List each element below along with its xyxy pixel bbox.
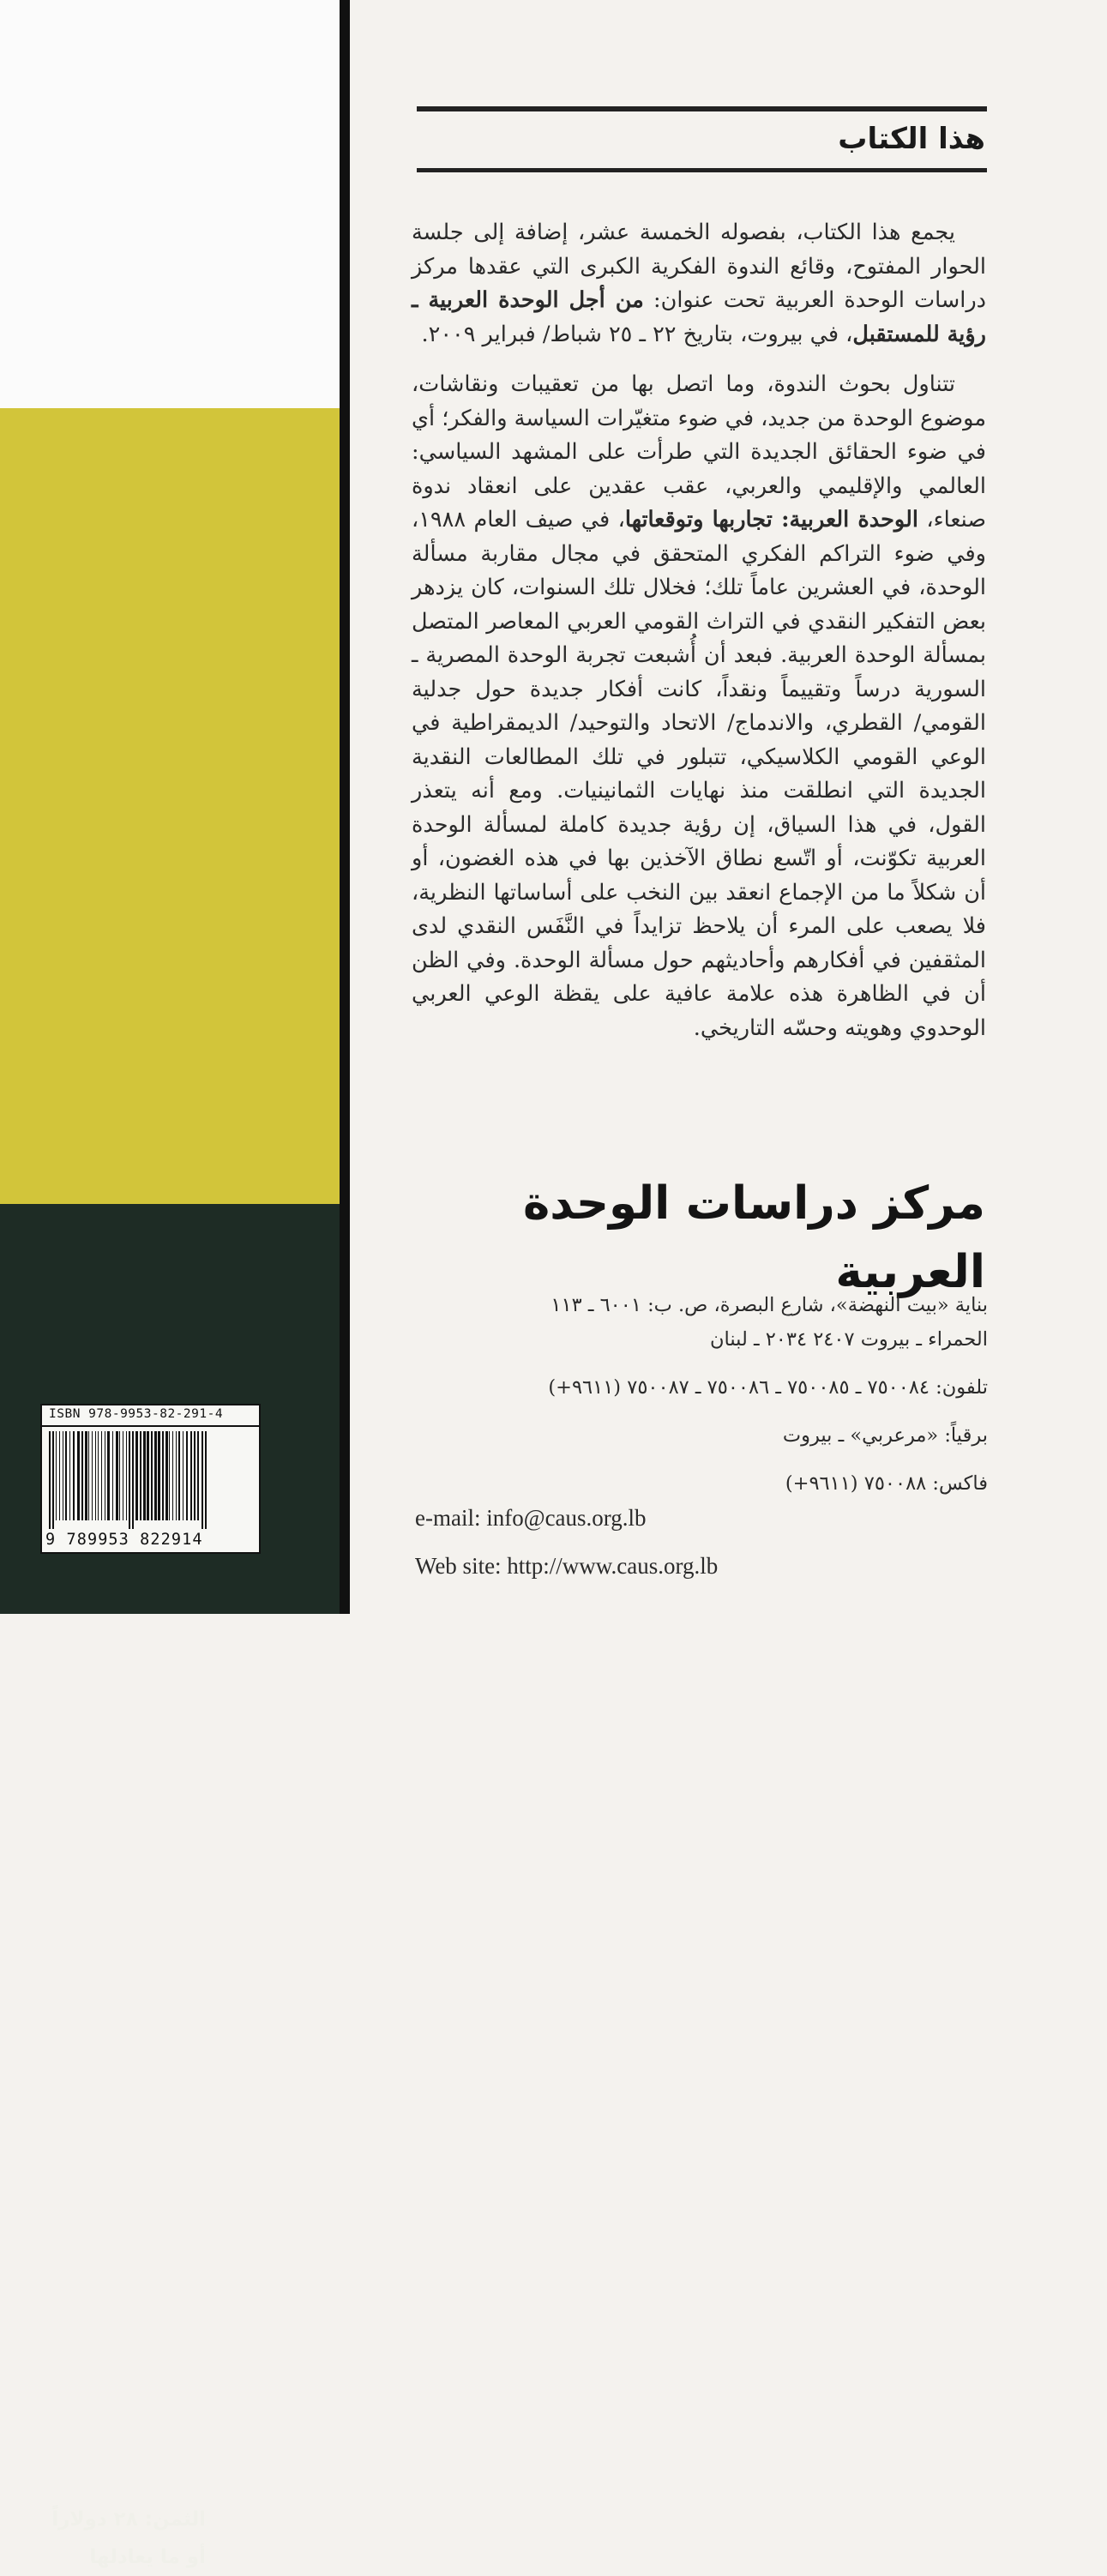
barcode-bar (65, 1431, 67, 1520)
paragraph-1-text: يجمع هذا الكتاب، بفصوله الخمسة عشر، إضافة إلى جلسة الحوار المفتوح، وقائع الندوة الفكرية الكبرى التي عقدها مركز دراسات الوحدة العربية تحت عنوان: (412, 220, 987, 313)
yellow-band (0, 408, 340, 1204)
contact-block (415, 1288, 988, 1583)
barcode-bar (162, 1431, 164, 1520)
barcode-bar (56, 1431, 57, 1520)
barcode-bar (202, 1431, 203, 1529)
barcode-bar (178, 1431, 180, 1520)
barcode-bar (69, 1431, 70, 1520)
left-color-panel (0, 0, 340, 2568)
title-underline (417, 168, 987, 172)
price-alternative: أو ما يعادلها (89, 2546, 206, 2568)
barcode-bars (47, 1431, 254, 1529)
website-line[interactable]: Web site: http://www.caus.org.lb (415, 1553, 719, 1579)
barcode-bar (119, 1431, 120, 1520)
paragraph-2-text: تتناول بحوث الندوة، وما اتصل بها من تعقيبات ونقاشات، موضوع الوحدة من جديد، في ضوء متغيّرات السياسة والفكر؛ أي في ضوء الحقائق الجديدة التي طرأت على المشهد السياسي: العالمي والإقليمي والعربي، عقب عقدين على انعقاد ندوة صنعاء، (412, 371, 987, 533)
barcode-bar (52, 1431, 54, 1529)
barcode-bar (140, 1431, 141, 1520)
barcode-bar (81, 1431, 83, 1520)
barcode-digits: 9 789953 822914 (45, 1531, 203, 1549)
conference-title: من أجل الوحدة العربية ـ رؤية للمستقبل (412, 287, 986, 347)
barcode-bar (165, 1431, 168, 1520)
price-label: الثمن: (144, 2508, 206, 2531)
barcode-bar (135, 1431, 138, 1520)
address-line-1: بناية «بيت النهضة»، شارع البصرة، ص. ب: ٦٠٠١ ـ ١١٣ (550, 1294, 988, 1316)
phone-line: تلفون: ٧٥٠٠٨٤ ـ ٧٥٠٠٨٥ ـ ٧٥٠٠٨٦ ـ ٧٥٠٠٨٧ (٩٦١١+) (548, 1376, 988, 1399)
barcode-bar (92, 1431, 93, 1520)
barcode-bar (59, 1431, 60, 1520)
barcode-bar (154, 1431, 157, 1520)
barcode-bar (98, 1431, 99, 1520)
barcode-box (40, 1404, 261, 1554)
vertical-divider (340, 0, 350, 1614)
barcode-bar (172, 1431, 173, 1520)
price-line (34, 2501, 206, 2538)
paragraph-2-rest: ، في صيف العام ١٩٨٨، وفي ضوء التراكم الفكري المتحقق في مجال مقاربة مسألة الوحدة، في العشرين عاماً تلك؛ فخلال تلك السنوات، كان يزدهر بعض التفكير النقدي في التراث القومي العربي المعاصر المتصل بمسألة الوحدة العربية. فبعد أن أُشبعت تجربة الوحدة المصرية ـ السورية درساً وتقييماً ونقداً، كانت أفكار جديدة حول جدلية القومي/ القطري، والاندماج/ الاتحاد والتوحيد/ الديمقراطية في الوعي القومي الكلاسيكي، تتبلور في تلك المطالعات النقدية الجديدة التي انطلقت منذ نهايات الثمانينيات. ومع أنه يتعذر القول، في هذا السياق، إن رؤية جديدة كاملة لمسألة الوحدة العربية تكوّنت، أو اتّسع نطاق الآخذين بها في هذه الغضون، أو أن شكلاً ما من الإجماع انعقد بين النخب على أساساتها النظرية، فلا يصعب على المرء أن يلاحظ تزايداً في النَّفَس النقدي لدى المثقفين في أفكارهم وأحاديثهم حول مسألة الوحدة. وفي الظن أن في الظاهرة هذه علامة عافية على يقظة الوعي العربي الوحدوي وهويته وحسّه التاريخي. (412, 507, 986, 1041)
email-line[interactable]: e-mail: info@caus.org.lb (415, 1505, 647, 1531)
price-amount: ٢٨ دولاراً (51, 2508, 138, 2531)
green-band (0, 1204, 340, 2568)
barcode-bar (101, 1431, 102, 1520)
white-band (0, 0, 340, 408)
isbn-divider (42, 1425, 259, 1427)
barcode-bar (49, 1431, 51, 1529)
telegram-line: برقياً: «مرعربي» ـ بيروت (782, 1424, 988, 1447)
barcode-bar (158, 1431, 160, 1520)
barcode-bar (151, 1431, 153, 1520)
fax-line: فاكس: ٧٥٠٠٨٨ (٩٦١١+) (785, 1472, 988, 1495)
barcode-bar (205, 1431, 207, 1529)
sanaa-symposium-title: الوحدة العربية: تجاربها وتوقعاتها (624, 507, 918, 533)
barcode-bar (194, 1431, 196, 1520)
barcode-bar (197, 1431, 199, 1520)
barcode-bar (190, 1431, 192, 1520)
barcode-bar (169, 1431, 170, 1520)
barcode-bar (77, 1431, 80, 1520)
address-line-2: الحمراء ـ بيروت ٢٤٠٧ ٢٠٣٤ ـ لبنان (709, 1328, 988, 1351)
publisher-name: مركز دراسات الوحدة العربية (522, 1177, 985, 1298)
barcode-bar (132, 1431, 134, 1529)
barcode-bar (95, 1431, 96, 1520)
barcode-bar (73, 1431, 75, 1520)
barcode-bar (107, 1431, 110, 1520)
paragraph-2 (412, 368, 986, 1045)
barcode-bar (88, 1431, 89, 1520)
top-rule (417, 106, 987, 111)
barcode-bar (143, 1431, 146, 1520)
barcode-bar (186, 1431, 188, 1520)
paragraph-1-date: ، في بيروت، بتاريخ ٢٢ ـ ٢٥ شباط/ فبراير ٢٠٠٩. (421, 321, 853, 347)
barcode-bar (147, 1431, 149, 1520)
description-text (412, 216, 986, 1045)
isbn-text: ISBN 978-9953-82-291-4 (49, 1407, 224, 1421)
barcode-bar (176, 1431, 177, 1520)
barcode-bar (85, 1431, 87, 1520)
barcode-bar (112, 1431, 113, 1520)
barcode-bar (129, 1431, 130, 1529)
barcode-bar (126, 1431, 127, 1520)
paragraph-1 (412, 216, 986, 352)
barcode-bar (116, 1431, 118, 1520)
price-block (34, 2501, 206, 2576)
section-title: هذا الكتاب (838, 122, 985, 156)
